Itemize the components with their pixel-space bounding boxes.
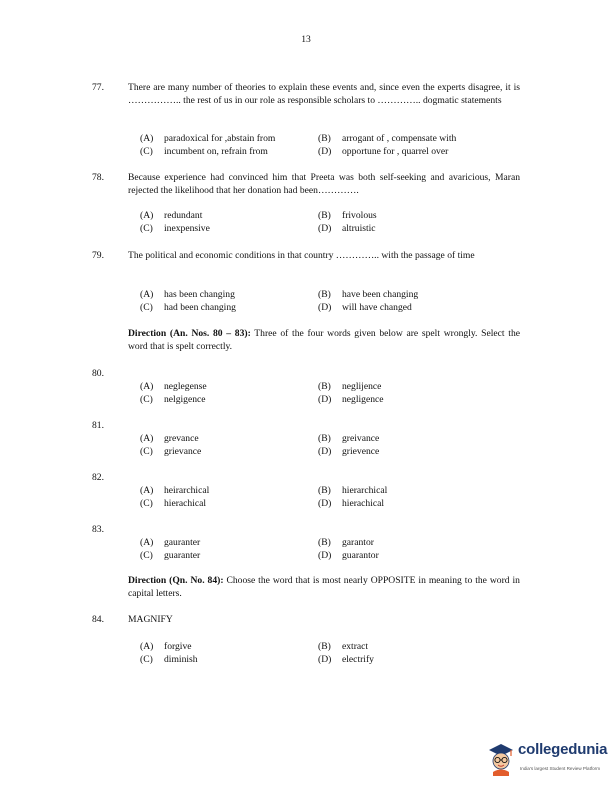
option-b: (B) neglijence xyxy=(318,381,382,392)
options xyxy=(140,381,520,406)
option-d: (D) hierachical xyxy=(318,497,385,509)
page-number: 13 xyxy=(301,34,311,45)
option-c: (C) had been changing xyxy=(140,301,236,313)
option-c: (C) guaranter xyxy=(140,549,201,561)
option-b: (B) extract xyxy=(318,641,369,652)
option-c: (C) nelgigence xyxy=(140,393,206,405)
options xyxy=(140,485,520,510)
question-number: 83. xyxy=(92,524,104,535)
option-c: (C) inexpensive xyxy=(140,222,210,234)
option-d: (D) negligence xyxy=(318,393,384,405)
option-b: (B) greivance xyxy=(318,433,380,444)
option-a: (A) has been changing xyxy=(140,289,235,300)
brand-name: collegedunia xyxy=(518,741,608,758)
mascot-icon xyxy=(484,740,518,776)
option-a: (A) paradoxical for ,abstain from xyxy=(140,133,276,144)
direction-label: Direction (Qn. No. 84): xyxy=(128,575,224,586)
question-number: 82. xyxy=(92,472,104,483)
option-b: (B) have been changing xyxy=(318,289,419,300)
options xyxy=(140,537,520,562)
question-stem: There are many number of theories to explain these events and, since even the experts disagree, it is …………….. the rest of us in our role as responsible scholars to ………….. dogmatic statements xyxy=(128,82,520,106)
option-c: (C) hierachical xyxy=(140,497,207,509)
direction-84 xyxy=(128,575,520,600)
direction-text: Three of the four words given below are spelt wrongly. Select the word that is spelt correctly. xyxy=(128,328,521,352)
direction-80-83 xyxy=(128,328,520,353)
option-a: (A) heirarchical xyxy=(140,485,210,496)
option-d: (D) opportune for , quarrel over xyxy=(318,145,449,157)
option-d: (D) will have changed xyxy=(318,301,412,313)
option-c: (C) diminish xyxy=(140,653,198,665)
option-b: (B) frivolous xyxy=(318,210,377,221)
direction-label: Direction (An. Nos. 80 – 83): xyxy=(128,328,251,339)
options xyxy=(140,210,520,235)
question-number: 84. xyxy=(92,614,104,625)
question-stem: Because experience had convinced him that Preeta was both self-seeking and avaricious, Maran rejected the likelihood that her donation had been…………. xyxy=(128,172,520,196)
question-number: 80. xyxy=(92,368,104,379)
options xyxy=(140,289,520,314)
option-a: (A) redundant xyxy=(140,210,203,221)
options xyxy=(140,433,520,458)
question-stem: The political and economic conditions in that country ………….. with the passage of time xyxy=(128,250,475,261)
direction-text: Choose the word that is most nearly OPPOSITE in meaning to the word in capital letters. xyxy=(128,575,520,599)
option-d: (D) electrify xyxy=(318,653,374,665)
question-number: 79. xyxy=(92,250,104,261)
collegedunia-logo xyxy=(484,740,608,776)
capital-word: MAGNIFY xyxy=(128,614,173,625)
question-number: 78. xyxy=(92,172,104,183)
option-a: (A) grevance xyxy=(140,433,199,444)
option-b: (B) garantor xyxy=(318,537,374,548)
option-d: (D) guarantor xyxy=(318,549,379,561)
option-b: (B) hierarchical xyxy=(318,485,388,496)
option-b: (B) arrogant of , compensate with xyxy=(318,133,457,144)
question-number: 77. xyxy=(92,82,104,93)
options xyxy=(140,641,520,666)
brand-tagline: India's largest Student Review Platform xyxy=(520,766,601,771)
option-d: (D) altruistic xyxy=(318,222,376,234)
option-a: (A) gauranter xyxy=(140,537,201,548)
option-a: (A) forgive xyxy=(140,641,192,652)
option-c: (C) grievance xyxy=(140,445,202,457)
option-d: (D) grievence xyxy=(318,445,380,457)
question-number: 81. xyxy=(92,420,104,431)
option-c: (C) incumbent on, refrain from xyxy=(140,145,268,157)
option-a: (A) neglegense xyxy=(140,381,207,392)
options xyxy=(140,133,520,158)
